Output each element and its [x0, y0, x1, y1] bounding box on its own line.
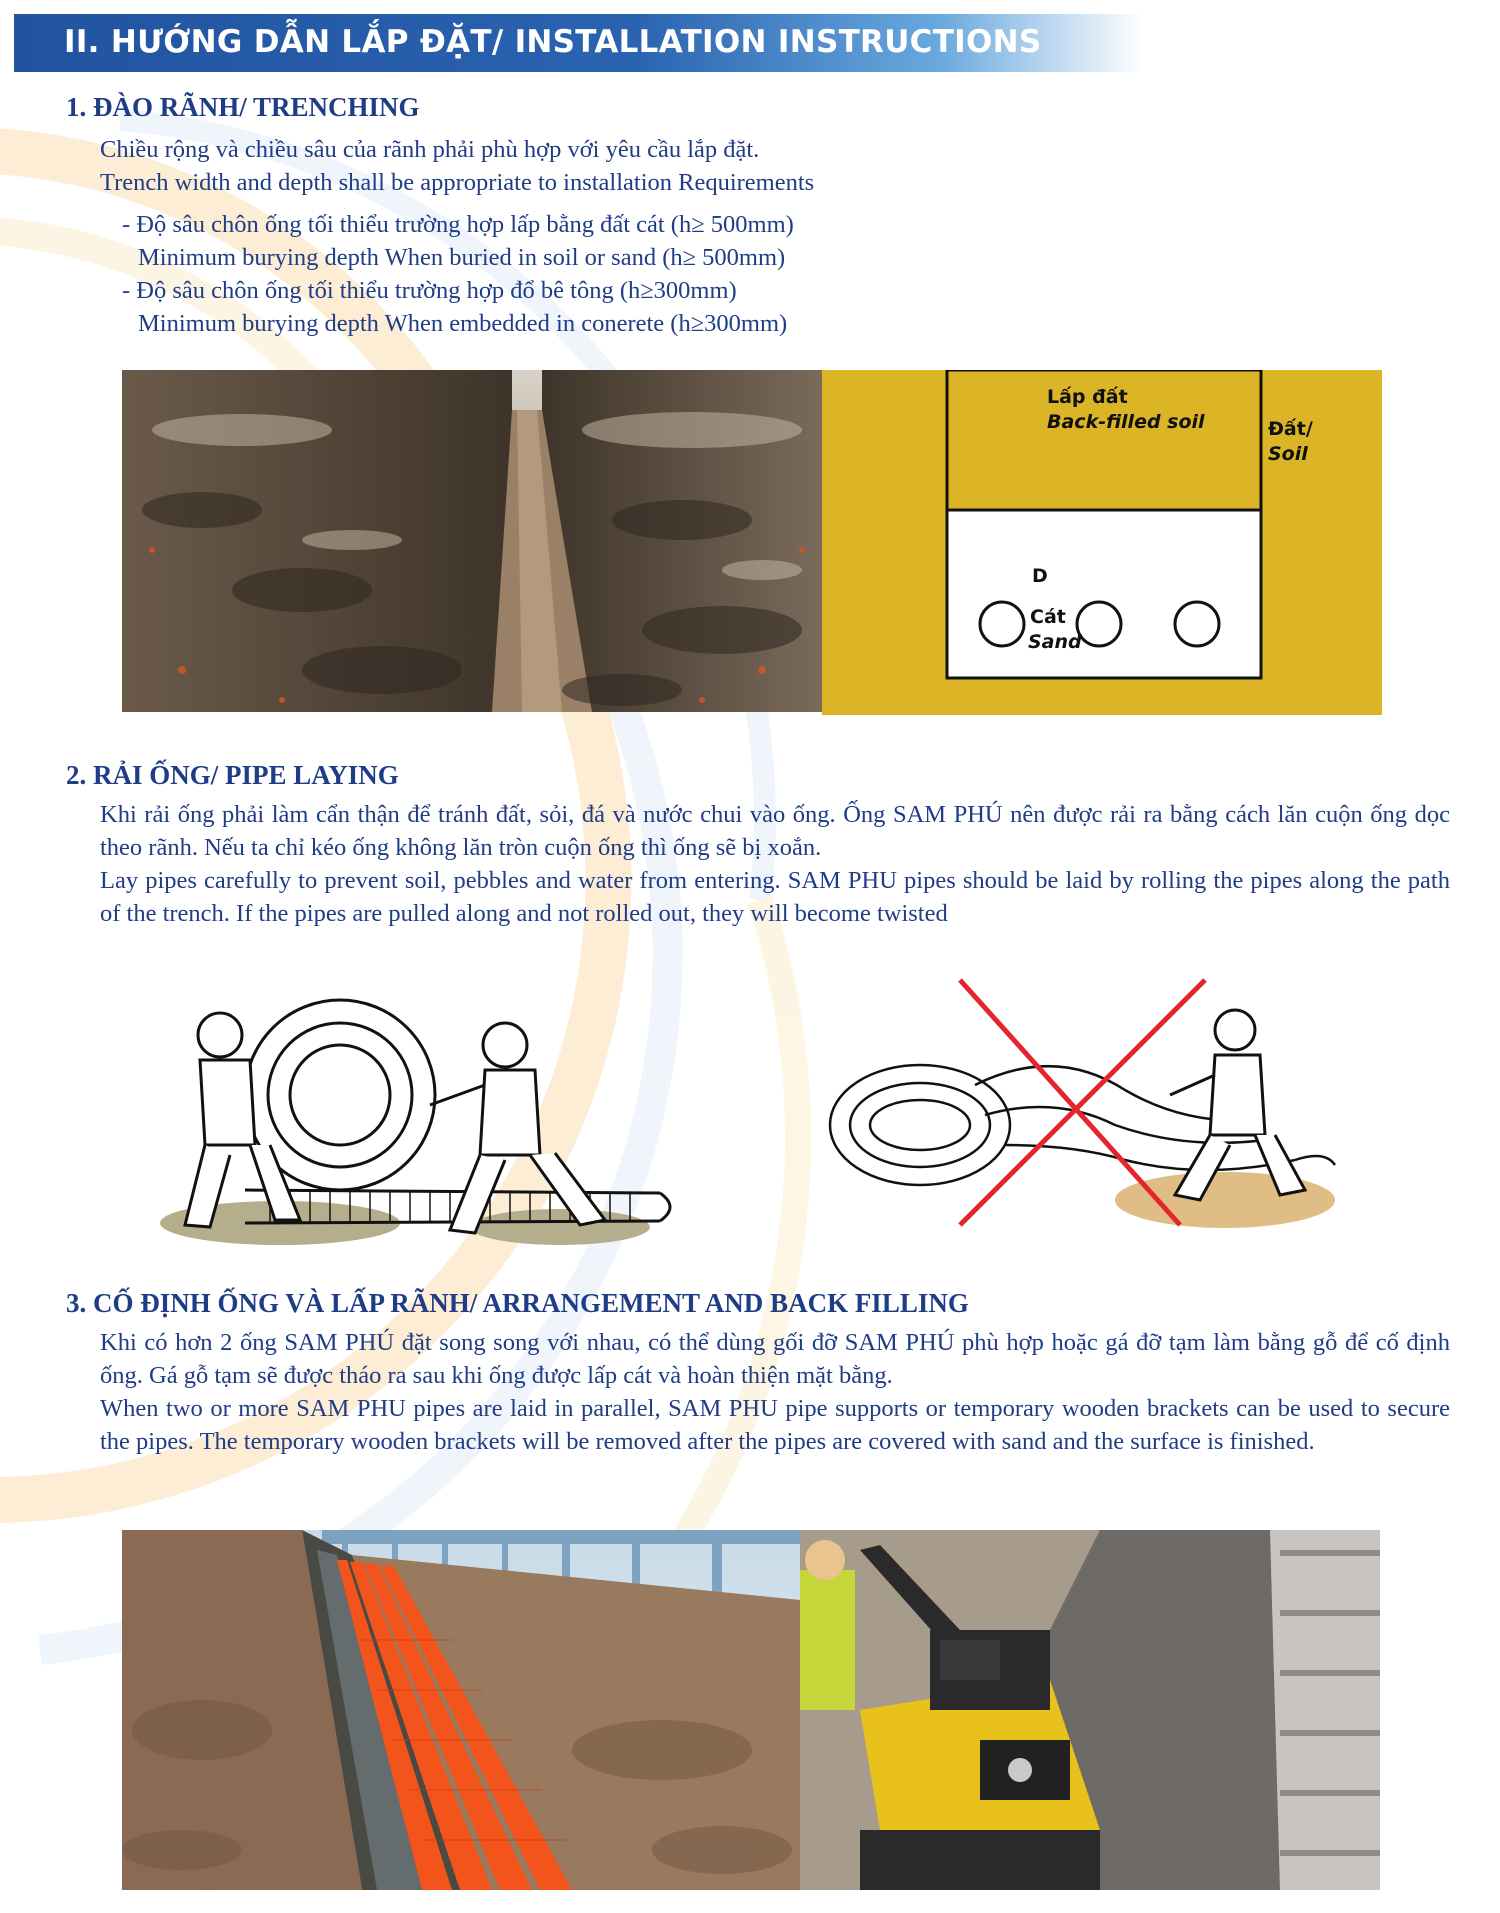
- roller-compactor-photo: [800, 1530, 1380, 1890]
- rolling-coil-illustration: [160, 975, 690, 1265]
- back-filling-text-en: When two or more SAM PHU pipes are laid in parallel, SAM PHU pipe supports or temporary wooden brackets can be used to secure the pipes. The temporary wooden brackets will be removed after the pipes are covered with sand and the surface is finished.: [100, 1395, 1450, 1455]
- pipe-laying-text: [100, 798, 1450, 930]
- soil-label-vi: Đất/: [1268, 418, 1313, 440]
- bullet-sand-en: Minimum burying depth When buried in soil or sand (h≥ 500mm): [138, 244, 786, 271]
- sand-zone: [947, 510, 1261, 678]
- section-banner: [14, 14, 1144, 72]
- pulling-coil-wrong-illustration: [825, 975, 1355, 1265]
- orange-pipes-trench-photo: [122, 1530, 800, 1890]
- ground-shadow: [1115, 1172, 1335, 1228]
- backfill-label-en: Back-filled soil: [1047, 411, 1205, 433]
- trench-cross-section-diagram: [822, 370, 1382, 715]
- bullet-sand-vi: - Độ sâu chôn ống tối thiểu trường hợp lấp bằng đất cát (h≥ 500mm): [122, 211, 794, 238]
- bullet-concrete-vi: - Độ sâu chôn ống tối thiểu trường hợp đổ bê tông (h≥300mm): [122, 277, 737, 304]
- section-heading-back-filling: 3. CỐ ĐỊNH ỐNG VÀ LẤP RÃNH/ ARRANGEMENT AND BACK FILLING: [66, 1288, 969, 1318]
- backfill-label-vi: Lấp đất: [1047, 386, 1128, 408]
- soil-label-en: Soil: [1268, 443, 1308, 465]
- pipe-coil: [245, 1000, 670, 1223]
- bullet-concrete-en: Minimum burying depth When embedded in conerete (h≥300mm): [138, 310, 788, 337]
- pipe-laying-text-vi: Khi rải ống phải làm cẩn thận để tránh đất, sỏi, đá và nước chui vào ống. Ống SAM PHÚ nên được rải ra bằng cách lăn cuộn ống dọc theo rãnh. Nếu ta chỉ kéo ống không lăn tròn cuộn ống thì ống sẽ bị xoắn.: [100, 801, 1450, 861]
- trenching-intro-vi: Chiều rộng và chiều sâu của rãnh phải phù hợp với yêu cầu lắp đặt.: [100, 136, 760, 163]
- trenching-intro-en: Trench width and depth shall be appropriate to installation Requirements: [100, 169, 815, 196]
- section-heading-pipe-laying: 2. RẢI ỐNG/ PIPE LAYING: [66, 760, 399, 790]
- ground-shadow: [470, 1209, 650, 1245]
- section-heading-trenching: 1. ĐÀO RÃNH/ TRENCHING: [66, 92, 420, 122]
- sand-label-en: Sand: [1028, 631, 1082, 653]
- pipe-laying-text-en: Lay pipes carefully to prevent soil, pebbles and water from entering. SAM PHU pipes should be laid by rolling the pipes along the path of the trench. If the pipes are pulled along and not rolled out, they will become twisted: [100, 867, 1450, 927]
- back-filling-text: [100, 1326, 1450, 1458]
- worker-left: [185, 1013, 300, 1227]
- sand-label-vi: Cát: [1030, 606, 1066, 628]
- page-title: II. HƯỚNG DẪN LẮP ĐẶT/ INSTALLATION INSTRUCTIONS: [64, 24, 1042, 60]
- trench-photo: [122, 370, 822, 712]
- back-filling-text-vi: Khi có hơn 2 ống SAM PHÚ đặt song song với nhau, có thể dùng gối đỡ SAM PHÚ phù hợp hoặc gá đỡ tạm làm bằng gỗ để cố định ống. Gá gỗ tạm sẽ được tháo ra sau khi ống được lấp cát và hoàn thiện mặt bằng.: [100, 1329, 1450, 1389]
- diameter-label: D: [1032, 565, 1048, 587]
- worker-right: [430, 1023, 605, 1233]
- worker-pulling: [1170, 1010, 1305, 1200]
